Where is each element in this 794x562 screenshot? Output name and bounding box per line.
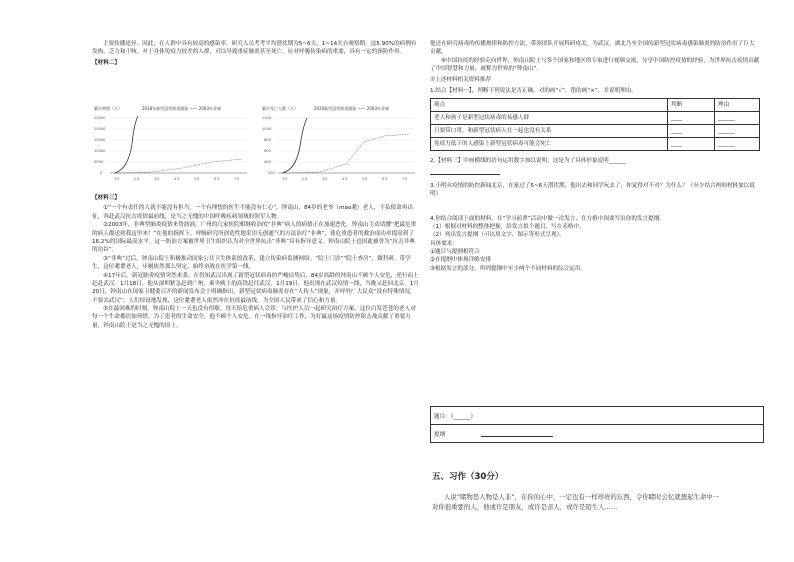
deaths-chart-yticks — [262, 116, 276, 175]
essay-line-2: 对你很重要的人，他或许是朋友，或许是亲人，或许是陌生人…… — [432, 503, 618, 512]
cases-ytick: 5000 — [94, 160, 104, 164]
right-column — [430, 40, 760, 273]
outline-content-row[interactable] — [431, 424, 763, 442]
cases-xtick: 5月 — [194, 177, 200, 181]
cases-chart-legend: 2018年新型冠状病毒感染 —— 2003年非典 — [142, 106, 221, 111]
outline-title-row[interactable] — [431, 407, 763, 424]
cases-xtick: 1月 — [114, 177, 120, 181]
answer-space-3[interactable] — [430, 199, 760, 215]
table-header-row — [431, 99, 760, 112]
deaths-xtick: 6月 — [382, 177, 388, 181]
deaths-chart-svg — [260, 104, 420, 188]
question-4: 4.你结合阅读上面的材料，在“学习前辈”活动中做一次发言，在方格中围要写出你的发言提纲。 — [430, 215, 665, 222]
deaths-ytick: 800 — [264, 138, 271, 142]
essay-prompt — [432, 492, 762, 513]
question-3: 3.小明从疫情的防控新闻北京，在家过了5~6天潜伏期，他出去和同学玩去了，你觉得对不对？为什么？（至少结合两则材料加以说明） — [430, 182, 755, 198]
judgement-table — [430, 98, 760, 151]
cases-xtick: 3月 — [154, 177, 160, 181]
cases-chart-yticks — [94, 116, 106, 175]
table-cell-opinion: 免疫力低下的人感染上新型冠状病毒可能会死亡 — [431, 138, 668, 151]
table-row — [431, 112, 760, 125]
material3-para-5: ⑤在最困难的时刻，钟南山院士一天也没有停歇。每天给危重病人会诊，与医护人员一起研究治疗方案，这位白发苍苍的老人对每一个生命都倍加珍惜，为了患者的生命安全，他不顾个人安危。在一线指导治疗工作，为打赢这场疫情防控阻击战贡献了重要力量，钟南山院士是当之无愧的国士。 — [92, 306, 416, 329]
deaths-ytick: 1200 — [262, 116, 272, 120]
requirement-item: ①题目与提纲相符合 — [430, 249, 480, 256]
cases-xtick: 2月 — [134, 177, 140, 181]
material3-tag: 【材料三】 — [92, 195, 120, 201]
requirement-item: ③根据发言的部分，所列提纲中至少两个不同材料的综合运用。 — [430, 265, 587, 272]
deaths-xtick: 5月 — [362, 177, 368, 181]
outline-label: 提纲 — [434, 431, 446, 438]
deaths-series-2020 — [282, 118, 307, 173]
table-cell-judge[interactable]: ____ — [668, 112, 715, 125]
table-header-cell: 理由 — [715, 99, 760, 112]
cases-chart — [92, 104, 252, 188]
question-2: 2.【材料三】中画横线的语句运用数字加以说明，这是为了具体形象说明______ — [430, 158, 626, 165]
cases-chart-svg — [92, 104, 252, 188]
essay-line-1: 人说“睹物思人物是人非”，在你的心中，一定也有一样珍贵的东西，令你睹时会忆就想起生命中一 — [444, 493, 720, 501]
cases-ytick: 20000 — [94, 127, 106, 131]
table-cell-opinion: 只要带口罩，和新型冠状病人在一起也没有关系 — [431, 125, 668, 138]
table-header-cell: 判断 — [668, 99, 715, 112]
table-row — [431, 125, 760, 138]
deaths-chart-grid — [278, 118, 415, 162]
outline-title-label: 题目：《______》 — [434, 413, 476, 420]
charts-area — [92, 104, 422, 188]
deaths-xtick: 1月 — [282, 177, 288, 181]
cases-series-2020 — [114, 116, 138, 173]
table-cell-judge[interactable]: ____ — [668, 125, 715, 138]
table-cell-opinion: 老人和孩子是新型冠状病毒的易感人群 — [431, 112, 668, 125]
left-column-lower — [92, 192, 420, 330]
deaths-xtick: 3月 — [322, 177, 328, 181]
cases-ytick: 25000 — [94, 116, 106, 120]
deaths-ytick: 1000 — [262, 127, 272, 131]
table-cell-reason[interactable]: ______ — [715, 112, 760, 125]
material3-para-4: ④17年后，新冠肺炎疫情突然来袭。在得知武汉出现了新型冠状病毒的严峻局势后，84岁高龄的钟南山不顾个人安危，逆行而上赶赴武汉。1月18日，他从深圳紧急赶到广州，乘坐晚上的高铁赶往武汉，1月19日，他出现在武汉疫情一线，当晚又赶回北京，1月20日，钟南山在国家卫健委召开的新闻发布会上明确指出，新型冠状病毒肺炎存在“人传人”现象，并呼吁广大民众“没有特殊情况，不要去武汉”。人们惊讶地发现，这位耄耋老人依然冲在抗疫最前线，为全国人民带来了信心和力量。 — [92, 272, 419, 304]
intro-paragraph: 主要传播途径。因此，在人群中具有较高的感染率。研究人员考考平均潜伏期为5~6天，1~14天自观察期。这5.90%的病例有发热、乏力和干咳。对于身体免疫力较差的人群，可以导致重症肺炎甚至死亡。应对呼吸传染病的重要，具有一定的预防作用。 — [92, 41, 417, 56]
deaths-chart-ylabel: 累计死亡人数（人） — [262, 106, 298, 111]
q4-point-1: （1）根据对材料的整体把握，给发言拟个题目，写在表格中。 — [430, 223, 585, 230]
q4-point-2: （2）列出发言提纲（可以用文字、图示等形式呈现）。 — [430, 232, 566, 239]
cases-ytick: 0 — [100, 171, 103, 175]
table-cell-judge[interactable]: ____ — [668, 138, 715, 151]
deaths-chart — [260, 104, 420, 188]
cases-series-2003 — [114, 159, 242, 173]
material3-para-3: ③“非典”过后，钟南山院士积极推动国家公共卫生体系的改革，建立传染病监测网络。“院士门诊”“院士查房”，做科研、带学生，这位耄耋老人，步履依然那么坚定，始终奋战在医学第一线。 — [92, 255, 411, 271]
cases-xtick: 4月 — [174, 177, 180, 181]
cases-ytick: 15000 — [94, 138, 106, 142]
cases-chart-ylabel: 累计病例（人） — [94, 106, 122, 111]
requirements-label: 具体要求： — [430, 240, 458, 247]
cases-chart-xticks — [114, 176, 240, 181]
table-cell-reason[interactable]: ______ — [715, 125, 760, 138]
answer-line-2[interactable] — [430, 166, 760, 176]
deaths-chart-legend: 2020新型冠状病毒感染 —— 2003年非典 — [314, 106, 389, 111]
table-row — [431, 138, 760, 151]
deaths-ytick: 400 — [264, 160, 271, 164]
deaths-ytick: 600 — [264, 149, 271, 153]
right-intro-1: 他还在研究病毒的传播规律和防控方法，带领团队开展科研攻关，为武汉、湖北乃至全国的新型冠状病毒感染肺炎的防治作出了巨大贡献。 — [430, 41, 755, 56]
cases-xtick: 7月 — [234, 177, 240, 181]
material3-para-2: ②2003年，非典型肺炎疫情来势汹汹，广州的几家医院相继收治的“非典”病人的病情正在加速恶化。钟南山主动请缨“把最危重的病人都送到我这里来！”在他的指挥下，呼吸研究所创造性地采用无创通气的方法治疗“非典”，使危重患者的救治成功率提高到了16.2%的国际最高水平。这一防治方案被世界卫生组织认为对全世界抗击“非典”具有指导意义。钟南山院士也因此被誉为“抗击非典的功臣”。 — [92, 222, 417, 254]
requirement-item: ②在提纲中体现详略安排 — [430, 257, 491, 264]
cases-xtick: 6月 — [214, 177, 220, 181]
table-cell-reason[interactable]: ______ — [715, 138, 760, 151]
section-label: ⑦上述材料相关资料推荐 — [430, 76, 491, 83]
question-1: 1.结合【材料一】，判断下列说法是否正确。对的画“√”，错的画“×”，并说明理由。 — [430, 87, 637, 94]
table-header-cell: 观点 — [431, 99, 668, 112]
cases-chart-grid — [110, 118, 247, 162]
deaths-chart-xticks — [282, 176, 408, 181]
outline-blank[interactable] — [481, 430, 553, 437]
section-5-title: 五、习作（30分） — [432, 472, 504, 482]
right-intro-2: ⑥中国抗疫的经验走向世界，钟南山院士与多个国家和地区的专家进行视频交流，分享中国防控疫情的经验，为世界抗击疫情贡献了中国智慧和力量，被称为世界的“钟南山”。 — [430, 57, 760, 73]
material2-tag: 【材料二】 — [92, 59, 120, 66]
material3-para-1: ①“一个有责任的人就不能没有担当，一个有理想的医生不能没有仁心”。钟南山，84岁的老爷（mào耄）老人，不负使命再出征，奔赴武汉抗击疫情最前线，是当之无愧的中国呼吸疾病领域的领军人物。 — [92, 205, 413, 220]
deaths-xtick: 7月 — [402, 177, 408, 181]
cases-ytick: 10000 — [94, 149, 106, 153]
deaths-ytick: 200 — [268, 171, 275, 175]
deaths-xtick: 4月 — [342, 177, 348, 181]
deaths-xtick: 2月 — [302, 177, 308, 181]
outline-box — [430, 406, 764, 443]
